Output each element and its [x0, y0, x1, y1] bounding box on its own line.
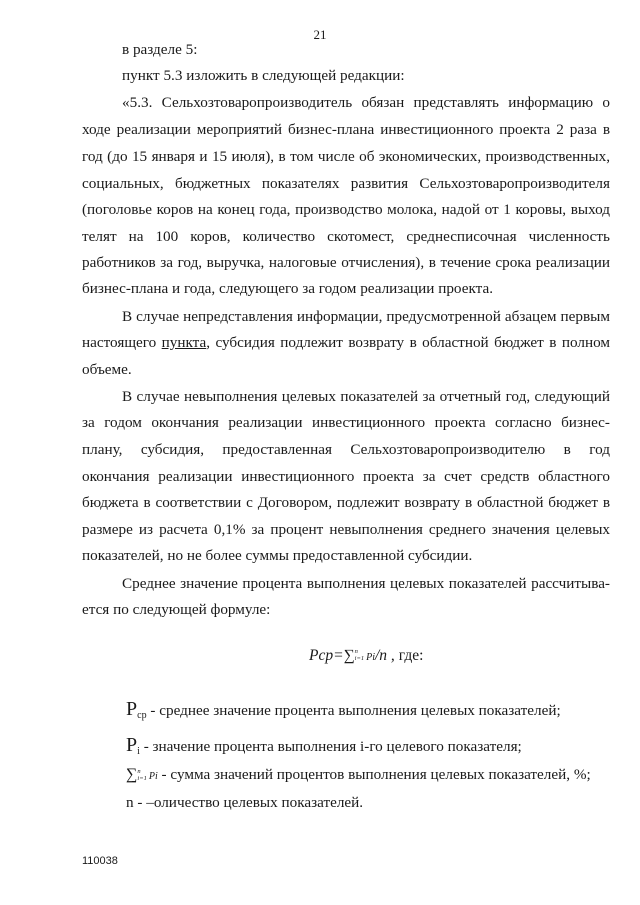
formula-term: Pi	[366, 652, 375, 663]
pункт-link[interactable]: пункта	[161, 334, 207, 351]
definition-sum	[126, 766, 626, 784]
definition-n: n - –оличество целевых показателей.	[126, 794, 364, 811]
clause-line: пункт 5.3 изложить в следующей редакции:	[122, 67, 405, 84]
definition-symbol: P	[126, 698, 138, 720]
text-line: ется по следующей формуле:	[82, 601, 271, 618]
sum-icon: ∑	[126, 766, 138, 783]
text-line: В случае непредставления информации, предусмотренной абзацем первым	[122, 308, 610, 325]
text-fragment: , субсидия подлежит возврату в областной бюджет в полном	[206, 334, 610, 351]
definition-text: - сумма значений процентов выполнения целевых показателей, %;	[157, 766, 591, 783]
average-formula	[309, 647, 423, 665]
text-line: «5.3. Сельхозтоваропроизводитель обязан представлять информацию о	[122, 94, 610, 111]
text-line: бизнес-плана и года, следующего за годом реализации проекта.	[82, 280, 493, 297]
formula-where: где:	[398, 647, 424, 664]
formula-lhs: Pср	[309, 647, 334, 664]
text-line: год (до 15 января и 15 июля), в том числе об экономических, производственных,	[82, 148, 610, 165]
sum-lower: i=1	[137, 774, 147, 782]
text-line: плану, субсидия, предоставленная Сельхозтоваропроизводителю в год	[82, 441, 610, 458]
text-line: Среднее значение процента выполнения целевых показателей рассчитыва-	[122, 575, 610, 592]
definition-text: - среднее значение процента выполнения целевых показателей;	[146, 702, 561, 719]
definition-subscript: i	[137, 746, 140, 757]
text-line	[82, 330, 610, 357]
definition-pcp	[126, 698, 626, 721]
definition-text: - значение процента выполнения i-го целевого показателя;	[139, 738, 522, 755]
sum-lower: i=1	[354, 655, 365, 663]
formula-equals: =	[333, 647, 344, 664]
definition-symbol: P	[126, 734, 138, 756]
text-line: окончания реализации инвестиционного проекта за счет средств областного	[82, 468, 610, 485]
sum-icon: ∑	[343, 647, 355, 664]
text-line: размере из расчета 0,1% за процент невыполнения среднего значения целевых	[82, 521, 610, 538]
text-line: В случае невыполнения целевых показателей за отчетный год, следующий	[122, 388, 610, 405]
text-line: работников за год, выручка, налоговые отчисления), в течение срока реализации	[82, 254, 610, 271]
text-line: социальных, бюджетных показателях развития Сельхозтоваропроизводителя	[82, 175, 610, 192]
text-line: объеме.	[82, 361, 132, 378]
page-number: 21	[313, 27, 327, 42]
section-line: в разделе 5:	[122, 41, 198, 58]
text-line: ходе реализации мероприятий бизнес-плана инвестиционного проекта 2 раза в	[82, 121, 610, 138]
text-fragment: настоящего	[82, 334, 162, 351]
text-line: (поголовье коров на конец года, производство молока, надой от 1 коровы, выход	[82, 201, 610, 218]
definition-pi	[126, 734, 626, 757]
formula-tail: /n ,	[374, 647, 395, 664]
sum-upper: n	[354, 648, 358, 656]
text-line: за годом окончания реализации инвестиционного проекта согласно бизнес-	[82, 414, 610, 431]
definition-term: Pi	[148, 771, 158, 782]
sum-limits	[137, 768, 146, 782]
definition-subscript: ср	[137, 710, 147, 721]
sum-limits	[355, 648, 364, 662]
text-line: бюджета в соответствии с Договором, подлежит возврату в областной бюджет в	[82, 494, 610, 511]
text-line: показателей, но не более суммы предоставленной субсидии.	[82, 547, 473, 564]
document-code: 110038	[82, 855, 118, 867]
sum-upper: n	[137, 767, 141, 775]
text-line: телят на 100 коров, количество скотомест, среднесписочная численность	[82, 228, 610, 245]
